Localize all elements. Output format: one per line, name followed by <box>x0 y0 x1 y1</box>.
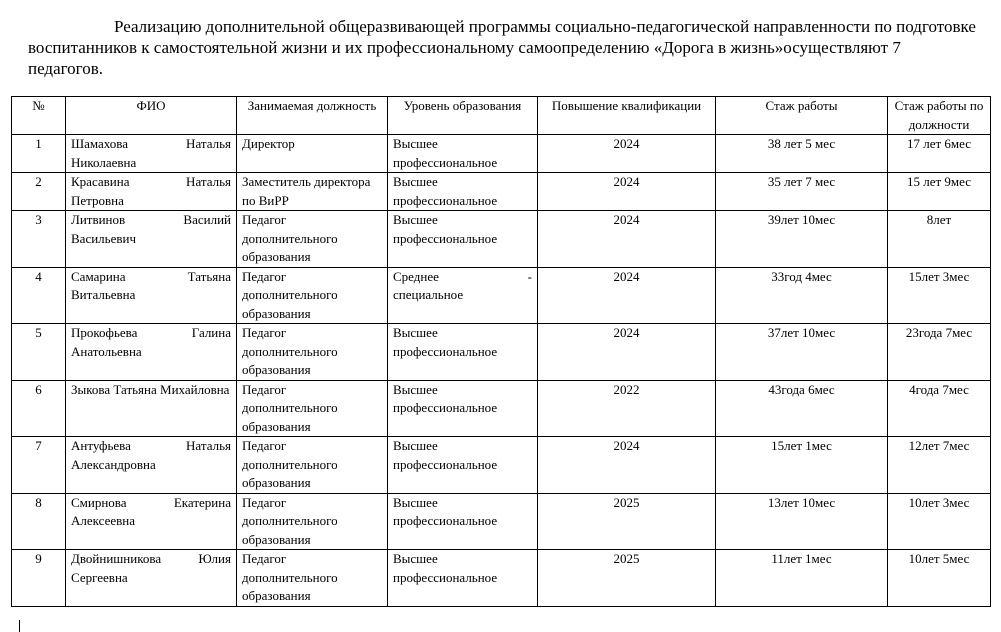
row-num: 8 <box>12 493 66 550</box>
row-num: 7 <box>12 437 66 494</box>
header-qualification: Повышение квалификации <box>538 97 716 135</box>
row-num: 4 <box>12 267 66 324</box>
table-header-row <box>12 97 991 135</box>
row-position: Директор <box>237 135 388 173</box>
row-position: Заместитель директора по ВиРР <box>237 173 388 211</box>
row-qualification: 2024 <box>538 211 716 268</box>
row-experience-position: 10лет 3мес <box>888 493 991 550</box>
table-row <box>12 173 991 211</box>
row-qualification: 2025 <box>538 493 716 550</box>
row-education: Высшее профессиональное <box>388 437 538 494</box>
row-education: Высшее профессиональное <box>388 493 538 550</box>
education-dash: - <box>527 268 532 284</box>
header-experience: Стаж работы <box>716 97 888 135</box>
header-position: Занимаемая должность <box>237 97 388 135</box>
row-experience-position: 12лет 7мес <box>888 437 991 494</box>
row-experience: 37лет 10мес <box>716 324 888 381</box>
row-qualification: 2024 <box>538 324 716 381</box>
row-experience: 35 лет 7 мес <box>716 173 888 211</box>
page-edge-divider <box>19 620 20 632</box>
row-fio: Антуфьева Наталья Александровна <box>66 437 237 494</box>
intro-paragraph: Реализацию дополнительной общеразвивающей программы социально-педагогической направленности по подготовке воспитанников к самостоятельной жизни и их профессиональному самоопределению «Дорога в жизнь»осуществляют 7 педагогов. <box>28 17 976 78</box>
staff-table <box>11 96 991 607</box>
table-row <box>12 211 991 268</box>
row-education: Высшее профессиональное <box>388 135 538 173</box>
row-qualification: 2025 <box>538 550 716 607</box>
table-row <box>12 437 991 494</box>
row-education: Высшее профессиональное <box>388 173 538 211</box>
row-position: Педагог дополнительного образования <box>237 437 388 494</box>
row-position: Педагог дополнительного образования <box>237 211 388 268</box>
row-num: 9 <box>12 550 66 607</box>
row-experience: 43года 6мес <box>716 380 888 437</box>
table-row <box>12 380 991 437</box>
row-fio: Смирнова Екатерина Алексеевна <box>66 493 237 550</box>
row-qualification: 2022 <box>538 380 716 437</box>
row-position: Педагог дополнительного образования <box>237 267 388 324</box>
row-experience: 11лет 1мес <box>716 550 888 607</box>
row-education: Высшее профессиональное <box>388 550 538 607</box>
row-experience: 38 лет 5 мес <box>716 135 888 173</box>
row-experience-position: 10лет 5мес <box>888 550 991 607</box>
header-num: № <box>12 97 66 135</box>
row-experience-position: 23года 7мес <box>888 324 991 381</box>
row-position: Педагог дополнительного образования <box>237 493 388 550</box>
header-fio: ФИО <box>66 97 237 135</box>
row-qualification: 2024 <box>538 437 716 494</box>
row-experience-position: 17 лет 6мес <box>888 135 991 173</box>
row-experience-position: 15лет 3мес <box>888 267 991 324</box>
row-num: 2 <box>12 173 66 211</box>
row-experience-position: 15 лет 9мес <box>888 173 991 211</box>
row-education: Высшее профессиональное <box>388 380 538 437</box>
row-num: 5 <box>12 324 66 381</box>
row-fio: Зыкова Татьяна Михайловна <box>66 380 237 437</box>
row-experience-position: 4года 7мес <box>888 380 991 437</box>
row-fio: Двойнишникова Юлия Сергеевна <box>66 550 237 607</box>
table-row <box>12 267 991 324</box>
header-experience-position: Стаж работы по должности <box>888 97 991 135</box>
row-education: Высшее профессиональное <box>388 324 538 381</box>
row-qualification: 2024 <box>538 267 716 324</box>
table-row <box>12 550 991 607</box>
row-position: Педагог дополнительного образования <box>237 380 388 437</box>
row-fio: Литвинов Василий Васильевич <box>66 211 237 268</box>
row-fio: Прокофьева Галина Анатольевна <box>66 324 237 381</box>
row-fio: Шамахова Наталья Николаевна <box>66 135 237 173</box>
header-education: Уровень образования <box>388 97 538 135</box>
row-experience: 39лет 10мес <box>716 211 888 268</box>
row-education: Высшее профессиональное <box>388 211 538 268</box>
table-row <box>12 135 991 173</box>
education-line1: Среднее <box>393 268 439 284</box>
table-row <box>12 324 991 381</box>
row-num: 6 <box>12 380 66 437</box>
row-num: 1 <box>12 135 66 173</box>
row-experience: 15лет 1мес <box>716 437 888 494</box>
row-position: Педагог дополнительного образования <box>237 324 388 381</box>
row-fio: Красавина Наталья Петровна <box>66 173 237 211</box>
row-num: 3 <box>12 211 66 268</box>
table-row <box>12 493 991 550</box>
row-position: Педагог дополнительного образования <box>237 550 388 607</box>
row-experience-position: 8лет <box>888 211 991 268</box>
education-line2: специальное <box>393 287 464 302</box>
row-experience: 13лет 10мес <box>716 493 888 550</box>
row-experience: 33год 4мес <box>716 267 888 324</box>
row-education <box>388 267 538 324</box>
row-fio: Самарина Татьяна Витальевна <box>66 267 237 324</box>
row-qualification: 2024 <box>538 173 716 211</box>
row-qualification: 2024 <box>538 135 716 173</box>
